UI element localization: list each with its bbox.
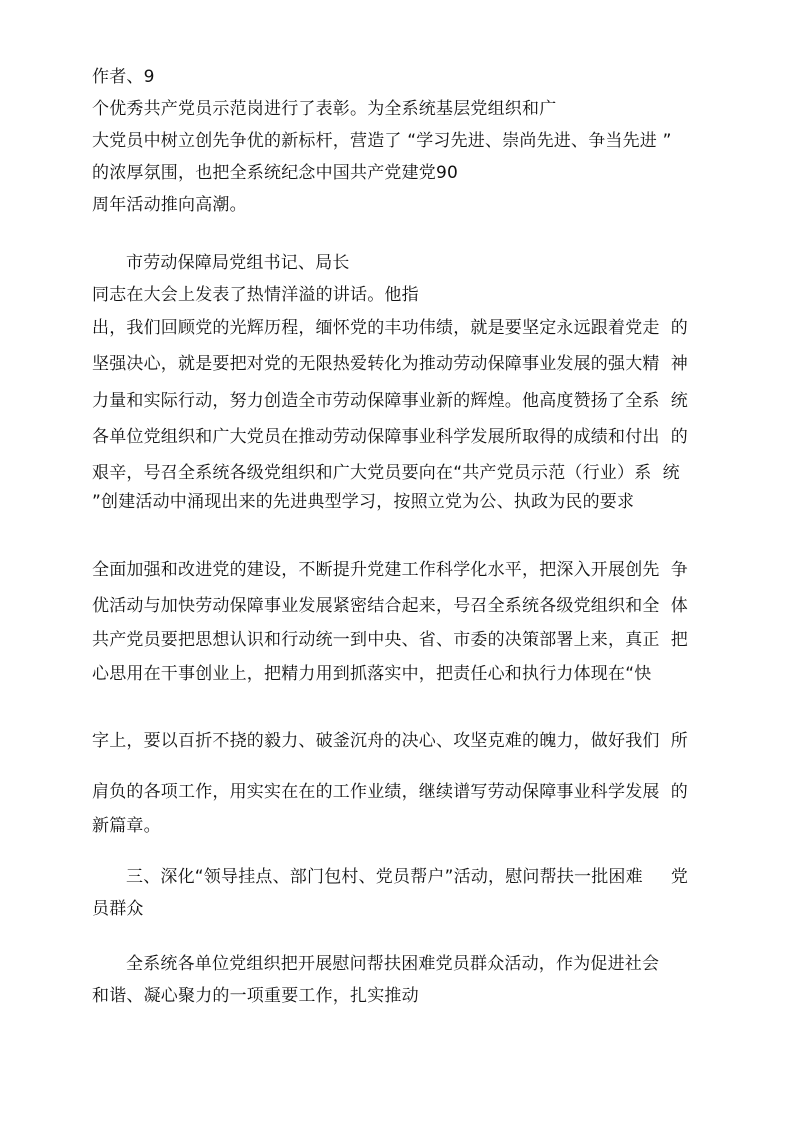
text-line: 肩负的各项工作，用实实在在的工作业绩，继续谱写劳动保障事业科学发展 的 xyxy=(92,782,689,802)
text-line: 出，我们回顾党的光辉历程，缅怀党的丰功伟绩，就是要坚定永远跟着党走 的 xyxy=(92,318,689,338)
text-line: 员群众 xyxy=(92,899,144,919)
text-line: 全系统各单位党组织把开展慰问帮扶困难党员群众活动，作为促进社会 xyxy=(126,954,660,974)
text-line: 各单位党组织和广大党员在推动劳动保障事业科学发展所取得的成绩和付出 的 xyxy=(92,427,689,447)
text-line: 字上，要以百折不挠的毅力、破釜沉舟的决心、攻坚克难的魄力，做好我们 所 xyxy=(92,731,689,751)
text-line: 坚强决心，就是要把对党的无限热爱转化为推动劳动保障事业发展的强大精 神 xyxy=(92,354,689,374)
text-line: 优活动与加快劳动保障事业发展紧密结合起来，号召全系统各级党组织和全 体 xyxy=(92,596,689,616)
text-line: 新篇章。 xyxy=(92,816,161,836)
text-line: ”创建活动中涌现出来的先进典型学习，按照立党为公、执政为民的要求 xyxy=(92,492,635,512)
section-heading: 三、深化“领导挂点、部门包村、党员帮户”活动，慰问帮扶一批困难 党 xyxy=(126,867,689,887)
text-line: 市劳动保障局党组书记、局长 xyxy=(126,253,350,273)
text-line: 全面加强和改进党的建设，不断提升党建工作科学化水平，把深入开展创先 争 xyxy=(92,560,689,580)
text-line: 艰辛，号召全系统各级党组织和广大党员要向在“共产党员示范（行业）系 统 xyxy=(92,463,680,483)
text-line: 同志在大会上发表了热情洋溢的讲话。他指 xyxy=(92,285,419,305)
text-line: 个优秀共产党员示范岗进行了表彰。为全系统基层党组织和广 xyxy=(92,99,557,119)
text-line: 心思用在干事创业上，把精力用到抓落实中，把责任心和执行力体现在“快 xyxy=(92,664,652,684)
text-line: 作者、9 xyxy=(92,67,155,87)
text-line: 的浓厚氛围，也把全系统纪念中国共产党建党90 xyxy=(92,163,459,183)
text-line: 共产党员要把思想认识和行动统一到中央、省、市委的决策部署上来，真正 把 xyxy=(92,630,689,650)
text-line: 大党员中树立创先争优的新标杆，营造了 “学习先进、崇尚先进、争当先进 ” xyxy=(92,131,672,151)
text-line: 和谐、凝心聚力的一项重要工作，扎实推动 xyxy=(92,986,419,1006)
text-line: 周年活动推向高潮。 xyxy=(92,195,247,215)
text-line: 力量和实际行动，努力创造全市劳动保障事业新的辉煌。他高度赞扬了全系 统 xyxy=(92,391,689,411)
